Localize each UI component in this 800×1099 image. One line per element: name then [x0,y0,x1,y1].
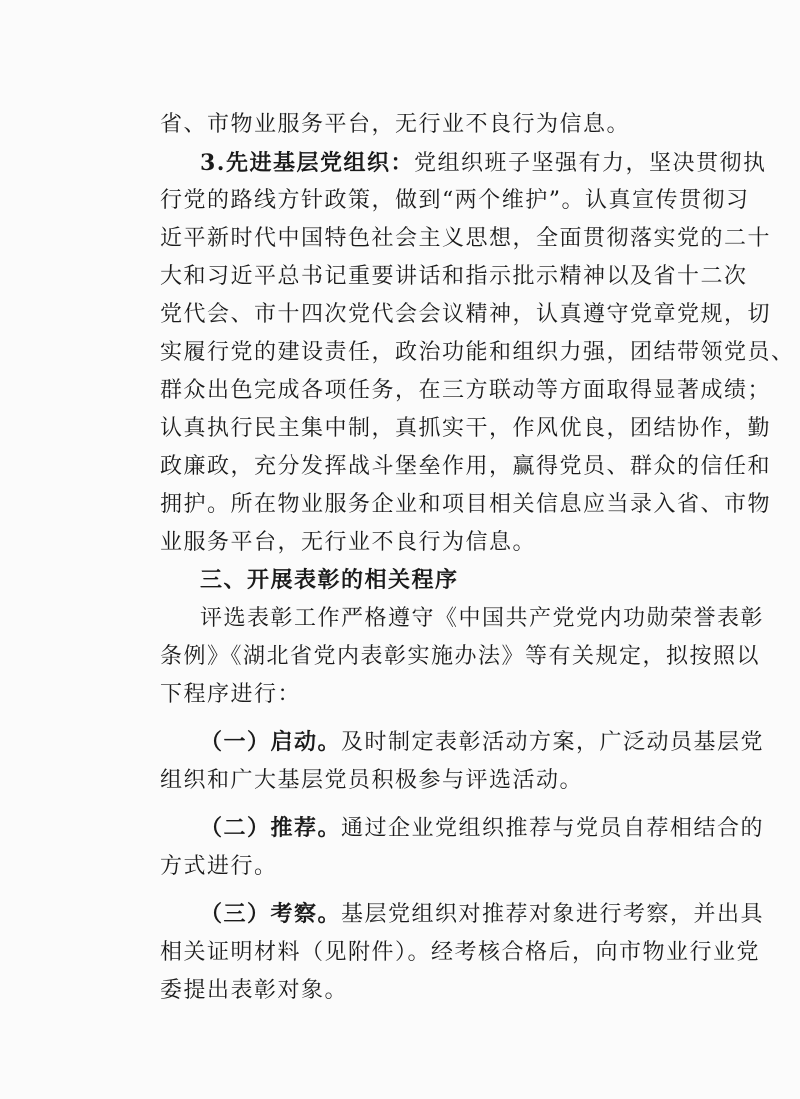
text-line: 组织和广大基层党员积极参与评选活动。 [160,768,584,793]
text-line: 认真执行民主集中制，真抓实干，作风优良，团结协作，勤 [160,416,772,441]
paragraph-line [160,224,772,254]
text-line: 党组织班子坚强有力，坚决贯彻执 [413,151,767,176]
text-line: 相关证明材料（见附件）。经考核合格后，向市物业行业党 [160,940,761,965]
text-line: 通过企业党组织推荐与党员自荐相结合的 [341,816,765,841]
text-line: 实履行党的建设责任，政治功能和组织力强，团结带领党员、 [160,340,795,365]
paragraph-line [160,338,795,368]
paragraph-line [160,262,748,292]
section-title-procedure: 三、开展表彰的相关程序 [200,568,459,593]
text-line: 业服务平台，无行业不良行为信息。 [160,530,537,555]
paragraph-line [160,490,772,520]
text-line: 群众出色完成各项任务，在三方联动等方面取得显著成绩； [160,378,772,403]
text-line: 评选表彰工作严格遵守《中国共产党党内功勋荣誉表彰 [200,606,765,631]
paragraph-line [160,938,761,968]
text-line: 党代会、市十四次党代会会议精神，认真遵守党章党规，切 [160,302,772,327]
item-title-advanced-party-organization: 3.先进基层党组织： [200,150,414,176]
paragraph-line [200,728,765,758]
paragraph-line [160,642,761,672]
text-line: 拥护。所在物业服务企业和项目相关信息应当录入省、市物 [160,492,772,517]
step-title-inspect: （三）考察。 [200,902,342,927]
paragraph-line [200,900,765,930]
text-line: 近平新时代中国特色社会主义思想，全面贯彻落实党的二十 [160,226,772,251]
paragraph-line [160,852,720,882]
paragraph-line [160,766,720,796]
paragraph-line [160,528,720,558]
paragraph-line [160,452,772,482]
paragraph-line [200,604,765,634]
paragraph-line [160,110,720,140]
text-line: 方式进行。 [160,854,278,879]
paragraph-line [160,680,720,710]
paragraph-line [160,414,772,444]
paragraph-line [200,814,765,844]
paragraph-line [160,186,750,216]
paragraph-line [200,148,767,179]
text-line: 行党的路线方针政策，做到“两个维护”。认真宣传贯彻习 [160,188,750,213]
text-line: 下程序进行： [160,682,302,707]
text-line: 政廉政，充分发挥战斗堡垒作用，赢得党员、群众的信任和 [160,454,772,479]
text-line: 委提出表彰对象。 [160,978,349,1003]
step-title-recommend: （二）推荐。 [200,816,342,841]
text-line: 省、市物业服务平台，无行业不良行为信息。 [160,112,631,137]
step-title-launch: （一）启动。 [200,730,342,755]
text-line: 条例》《湖北省党内表彰实施办法》等有关规定，拟按照以 [160,644,761,669]
text-line: 大和习近平总书记重要讲话和指示批示精神以及省十二次 [160,264,748,289]
paragraph-line [160,976,720,1006]
text-line: 及时制定表彰活动方案，广泛动员基层党 [341,730,765,755]
section-heading [200,566,720,596]
text-line: 基层党组织对推荐对象进行考察，并出具 [341,902,765,927]
paragraph-line [160,300,772,330]
paragraph-line [160,376,772,406]
